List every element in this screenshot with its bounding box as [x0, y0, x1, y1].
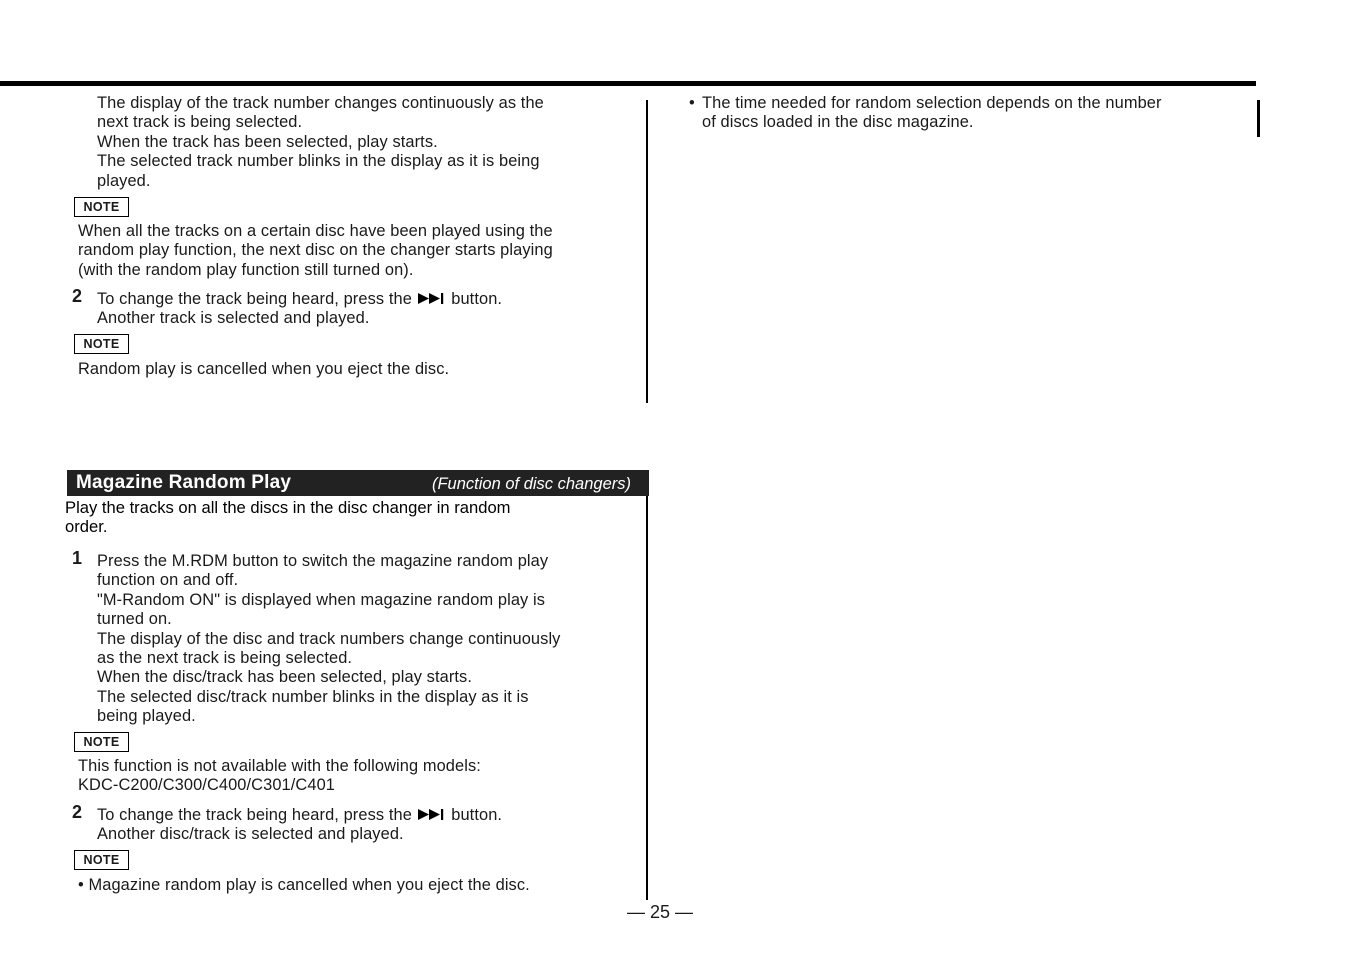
- bullet-dot-icon: •: [78, 876, 84, 894]
- fast-forward-skip-icon: [417, 292, 447, 305]
- note-badge: NOTE: [74, 197, 129, 217]
- note-bullet-item: [78, 876, 530, 895]
- right-bullet-marker: [689, 94, 695, 113]
- page-edge-tab: [1257, 100, 1260, 137]
- step-instruction: To change the track being heard, press the: [97, 806, 412, 824]
- text-line: The selected track number blinks in the display as it is being: [97, 152, 540, 171]
- section-title: Magazine Random Play: [76, 472, 292, 493]
- step-instruction-end: button.: [451, 806, 503, 824]
- text-line: KDC-C200/C300/C400/C301/C401: [78, 776, 335, 795]
- text-line: next track is being selected.: [97, 113, 303, 132]
- text-line: turned on.: [97, 610, 172, 629]
- page-number: — 25 —: [626, 902, 694, 922]
- note-text: [78, 360, 449, 379]
- text-line: being played.: [97, 707, 196, 726]
- step-text: [97, 806, 502, 845]
- step-text: [97, 552, 560, 727]
- text-line: Random play is cancelled when you eject the disc.: [78, 360, 450, 378]
- text-line: The selected disc/track number blinks in the display as it is: [97, 687, 529, 706]
- fast-forward-skip-icon: [417, 808, 447, 821]
- text-line: When all the tracks on a certain disc have been played using the: [78, 222, 553, 240]
- text-line: When the disc/track has been selected, play starts.: [97, 668, 472, 687]
- section-intro: [65, 498, 511, 537]
- continuation-text: [97, 94, 544, 191]
- bullet-text: Magazine random play is cancelled when you eject the disc.: [88, 876, 530, 894]
- note-text: [78, 222, 553, 280]
- note-badge: NOTE: [74, 732, 129, 752]
- text-line: When the track has been selected, play starts.: [97, 132, 438, 151]
- text-line: "M-Random ON" is displayed when magazine random play is: [97, 590, 546, 609]
- step-number: 1: [72, 548, 83, 568]
- note-badge: NOTE: [74, 334, 129, 354]
- step-number: 2: [72, 802, 83, 822]
- step-text: [97, 290, 502, 329]
- right-bullet-text: [702, 94, 1162, 133]
- note-badge: NOTE: [74, 850, 129, 870]
- text-line: Another disc/track is selected and played.: [97, 825, 404, 844]
- text-line: [97, 806, 502, 825]
- text-line: as the next track is being selected.: [97, 649, 353, 668]
- text-line: (with the random play function still turned on).: [78, 260, 414, 279]
- text-line: [97, 290, 502, 309]
- column-divider-top: [646, 100, 648, 403]
- section-subtitle: (Function of disc changers): [431, 475, 631, 493]
- step-instruction: To change the track being heard, press the: [97, 290, 412, 308]
- step-instruction-end: button.: [451, 290, 503, 308]
- text-line: Play the tracks on all the discs in the disc changer in random: [65, 498, 511, 517]
- note-text: [78, 757, 481, 796]
- text-line: function on and off.: [97, 571, 239, 590]
- step-number: 2: [72, 286, 83, 306]
- text-line: played.: [97, 171, 151, 190]
- bullet-dot-icon: •: [689, 94, 695, 112]
- section-header: [67, 470, 649, 496]
- text-line: Press the M.RDM button to switch the magazine random play: [97, 552, 549, 570]
- text-line: The display of the track number changes continuously as the: [97, 94, 544, 112]
- text-line: The time needed for random selection depends on the number: [702, 94, 1162, 112]
- text-line: random play function, the next disc on the changer starts playing: [78, 241, 553, 260]
- text-line: Another track is selected and played.: [97, 309, 370, 328]
- text-line: The display of the disc and track numbers change continuously: [97, 629, 561, 648]
- text-line: order.: [65, 517, 108, 537]
- text-line: This function is not available with the following models:: [78, 757, 481, 775]
- top-rule: [0, 81, 1256, 86]
- text-line: of discs loaded in the disc magazine.: [702, 113, 974, 132]
- column-divider-bottom: [646, 494, 648, 900]
